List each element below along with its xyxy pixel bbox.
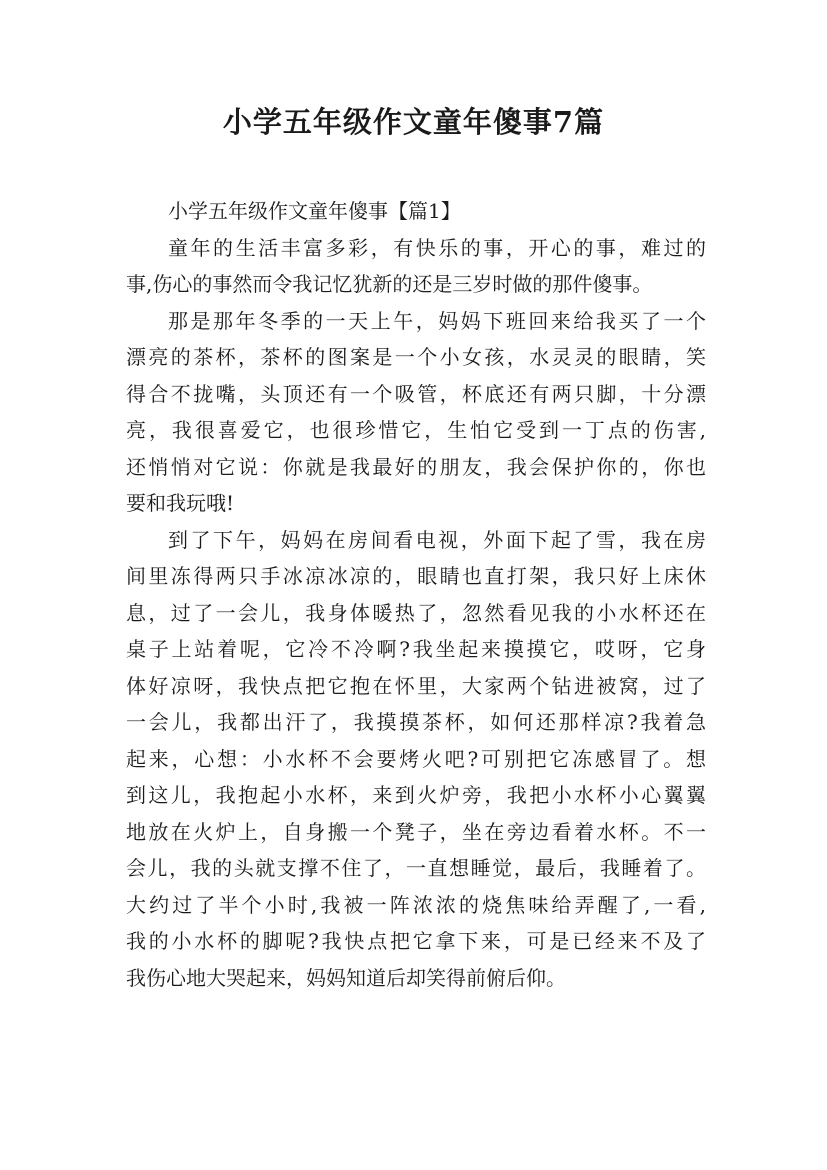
paragraph-line: 我的小水杯的脚呢?我快点把它拿下来，可是已经来不及了 (126, 929, 706, 953)
paragraph-line: 间里冻得两只手冰凉冰凉的，眼睛也直打架，我只好上床休 (126, 564, 706, 588)
paragraph-line: 那是那年冬季的一天上午，妈妈下班回来给我买了一个 (168, 308, 706, 333)
paragraph-line: 事,伤心的事然而令我记忆犹新的还是三岁时做的那件傻事。 (126, 272, 653, 296)
paragraph-line: 一会儿，我都出汗了，我摸摸茶杯，如何还那样凉?我着急 (126, 710, 706, 734)
paragraph-line: 起来，心想：小水杯不会要烤火吧?可别把它冻感冒了。想 (126, 746, 706, 771)
paragraph-line: 漂亮的茶杯，茶杯的图案是一个小女孩，水灵灵的眼睛，笑 (126, 345, 706, 369)
document-title: 小学五年级作文童年傻事7篇 (222, 105, 605, 139)
paragraph-line: 还悄悄对它说：你就是我最好的朋友，我会保护你的，你也 (126, 454, 706, 479)
paragraph-line: 息，过了一会儿，我身体暖热了，忽然看见我的小水杯还在 (126, 600, 706, 625)
paragraph-line: 会儿，我的头就支撑不住了，一直想睡觉，最后，我睡着了。 (126, 856, 706, 880)
paragraph-line: 童年的生活丰富多彩，有快乐的事，开心的事，难过的 (168, 235, 706, 260)
paragraph-line: 地放在火炉上，自身搬一个凳子，坐在旁边看着水杯。不一 (126, 819, 706, 844)
paragraph-1 (126, 230, 706, 303)
paragraph-3 (126, 522, 706, 997)
paragraph-line: 我伤心地大哭起来，妈妈知道后却笑得前俯后仰。 (126, 965, 566, 990)
paragraph-line: 桌子上站着呢，它冷不冷啊?我坐起来摸摸它，哎呀，它身 (126, 637, 706, 661)
document-body (126, 193, 706, 996)
paragraph-2 (126, 303, 706, 522)
paragraph-line: 大约过了半个小时,我被一阵浓浓的烧焦味给弄醒了,一看, (126, 892, 706, 917)
paragraph-line: 到这儿，我抱起小水杯，来到火炉旁，我把小水杯小心翼翼 (126, 783, 706, 807)
paragraph-line: 亮，我很喜爱它，也很珍惜它，生怕它受到一丁点的伤害, (126, 418, 706, 442)
paragraph-line: 体好凉呀，我快点把它抱在怀里，大家两个钻进被窝，过了 (126, 673, 706, 698)
section-heading: 小学五年级作文童年傻事【篇1】 (168, 199, 461, 223)
paragraph-line: 要和我玩哦! (126, 491, 235, 515)
paragraph-line: 得合不拢嘴，头顶还有一个吸管，杯底还有两只脚，十分漂 (126, 381, 706, 406)
paragraph-line: 到了下午，妈妈在房间看电视，外面下起了雪，我在房 (168, 527, 706, 552)
